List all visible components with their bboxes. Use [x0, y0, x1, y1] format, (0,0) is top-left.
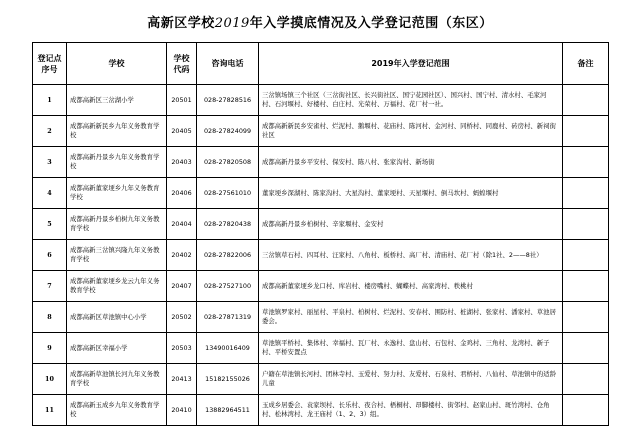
- cell-no: 8: [33, 302, 67, 333]
- table-row: [33, 147, 609, 178]
- cell-phone: 028-27527100: [197, 271, 259, 302]
- cell-phone: 028-27828516: [197, 85, 259, 116]
- cell-phone: 028-27820438: [197, 209, 259, 240]
- cell-no: 1: [33, 85, 67, 116]
- cell-range: 成都高新新民乡安雀村、烂泥村、鹅堰村、花庙村、陈河村、金河村、同桥村、同鹿村、砖房村、新祠街社区: [259, 116, 563, 147]
- cell-code: 20410: [167, 395, 197, 426]
- document-title: [0, 12, 640, 31]
- cell-phone: 13882964511: [197, 395, 259, 426]
- cell-note: [563, 240, 609, 271]
- cell-no: 5: [33, 209, 67, 240]
- cell-school: 成都高新新民乡九年义务教育学校: [67, 116, 167, 147]
- cell-note: [563, 395, 609, 426]
- cell-no: 4: [33, 178, 67, 209]
- cell-code: 20404: [167, 209, 197, 240]
- cell-code: 20405: [167, 116, 197, 147]
- cell-no: 7: [33, 271, 67, 302]
- cell-range: 成都高新丹景乡柏树村、辛家堰村、金安村: [259, 209, 563, 240]
- cell-phone: 028-27561010: [197, 178, 259, 209]
- cell-range: 草池镇平桥村、集体村、幸福村、瓦厂村、永逸村、盘山村、石包村、金鸡村、三角村、龙湾村、新子村、平桥安置点: [259, 333, 563, 364]
- cell-school: 成都高新区草池镇中心小学: [67, 302, 167, 333]
- header-phone: 咨询电话: [197, 43, 259, 85]
- header-school: 学校: [67, 43, 167, 85]
- cell-school: 成都高新丹景乡九年义务教育学校: [67, 147, 167, 178]
- cell-range: 成都高新董家埂乡龙口村、库岩村、楼房嘴村、蝴蝶村、高家湾村、秩桃村: [259, 271, 563, 302]
- header-note: 备注: [563, 43, 609, 85]
- table-row: [33, 364, 609, 395]
- cell-note: [563, 85, 609, 116]
- table-row: [33, 240, 609, 271]
- title-year: 2019: [214, 16, 250, 31]
- cell-phone: 15182155026: [197, 364, 259, 395]
- table-header: [33, 43, 609, 85]
- cell-school: 成都高新区三岔湖小学: [67, 85, 167, 116]
- cell-phone: 028-27820508: [197, 147, 259, 178]
- cell-no: 2: [33, 116, 67, 147]
- table-row: [33, 302, 609, 333]
- cell-no: 9: [33, 333, 67, 364]
- cell-note: [563, 302, 609, 333]
- cell-note: [563, 333, 609, 364]
- table-row: [33, 178, 609, 209]
- header-no: 登记点序号: [33, 43, 67, 85]
- table-row: [33, 395, 609, 426]
- table-row: [33, 85, 609, 116]
- cell-code: 20406: [167, 178, 197, 209]
- cell-code: 20402: [167, 240, 197, 271]
- cell-code: 20501: [167, 85, 197, 116]
- cell-note: [563, 271, 609, 302]
- cell-school: 成都高新三岔镇兴隆九年义务教育学校: [67, 240, 167, 271]
- cell-note: [563, 147, 609, 178]
- cell-no: 3: [33, 147, 67, 178]
- cell-range: 成都高新丹景乡平安村、保安村、陈八村、张家沟村、新场街: [259, 147, 563, 178]
- cell-school: 成都高新董家埂乡九年义务教育学校: [67, 178, 167, 209]
- cell-note: [563, 209, 609, 240]
- cell-note: [563, 116, 609, 147]
- header-range: 2019年入学登记范围: [259, 43, 563, 85]
- cell-range: 玉成乡居委会、袁家坝村、长乐村、夜合村、梧桐村、昂脚楼村、街邻村、赵家山村、斑竹湾村、仓角村、松林湾村、龙王庙村（1、2、3）组。: [259, 395, 563, 426]
- cell-phone: 028-27822006: [197, 240, 259, 271]
- cell-school: 成都高新区幸福小学: [67, 333, 167, 364]
- cell-phone: 028-27871319: [197, 302, 259, 333]
- title-text-suffix: 年入学摸底情况及入学登记范围（东区）: [249, 16, 493, 31]
- header-code: 学校代码: [167, 43, 197, 85]
- cell-school: 成都高新董家埂乡龙云九年义务教育学校: [67, 271, 167, 302]
- table-row: [33, 116, 609, 147]
- table-body: [33, 85, 609, 426]
- table-row: [33, 271, 609, 302]
- cell-no: 6: [33, 240, 67, 271]
- cell-code: 20503: [167, 333, 197, 364]
- cell-phone: 028-27824099: [197, 116, 259, 147]
- cell-code: 20403: [167, 147, 197, 178]
- cell-note: [563, 364, 609, 395]
- cell-code: 20413: [167, 364, 197, 395]
- cell-range: 董家埂乡深湖村、陈家沟村、大星沟村、董家埂村、天星堰村、倒马坎村、蚂蝗堰村: [259, 178, 563, 209]
- cell-range: 户籍在草池镇长河村、团林寺村、玉爱村、努力村、友爱村、石泉村、君桥村、八仙村、草池镇中的适龄儿童: [259, 364, 563, 395]
- table-row: [33, 333, 609, 364]
- cell-range: 三岔镇场镇三个社区（三岔街社区、长兴街社区、国宁花园社区）、国兴村、国宁村、清水村、毛家河村、石河堰村、好楼村、白庄村、光荣村、万福村、花厂村一社。: [259, 85, 563, 116]
- cell-note: [563, 178, 609, 209]
- cell-school: 成都高新丹景乡柏树九年义务教育学校: [67, 209, 167, 240]
- registration-table: [32, 42, 609, 426]
- table-row: [33, 209, 609, 240]
- cell-no: 10: [33, 364, 67, 395]
- cell-code: 20502: [167, 302, 197, 333]
- cell-phone: 13490016409: [197, 333, 259, 364]
- cell-range: 三岔镇草石村、四耳村、汪家村、八角村、板桥村、高厂村、清庙村、花厂村（除1社、2——8社）: [259, 240, 563, 271]
- cell-range: 草池镇罗家村、丽星村、平泉村、柏树村、烂泥村、安春村、围防村、桩湖村、张家村、潘家村、草池居委会。: [259, 302, 563, 333]
- cell-code: 20407: [167, 271, 197, 302]
- cell-school: 成都高新玉成乡九年义务教育学校: [67, 395, 167, 426]
- header-row: [33, 43, 609, 85]
- cell-no: 11: [33, 395, 67, 426]
- title-text-prefix: 高新区学校: [147, 16, 215, 31]
- cell-school: 成都高新草池镇长河九年义务教育学校: [67, 364, 167, 395]
